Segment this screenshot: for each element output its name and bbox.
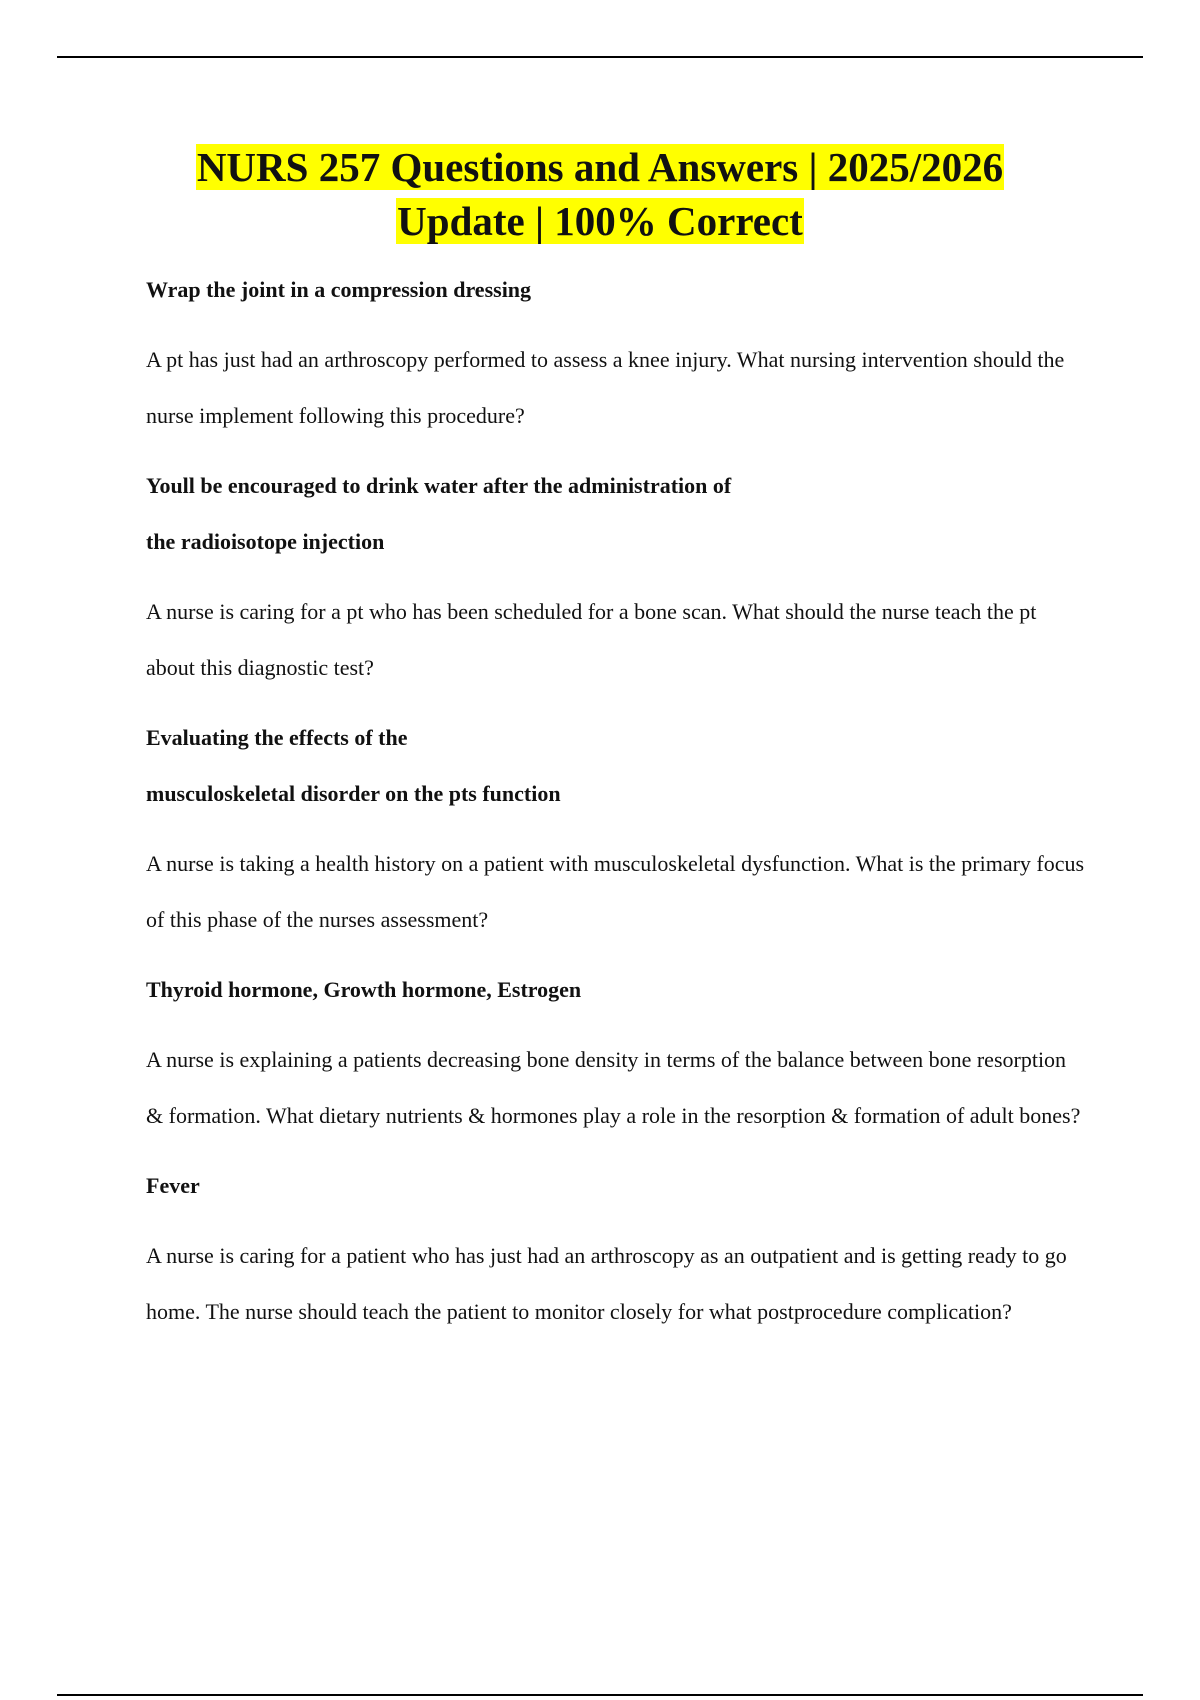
question-text: A pt has just had an arthroscopy performed to assess a knee injury. What nursing intervention should the nurse implement following this procedure? — [146, 347, 1065, 428]
title-line-1 — [100, 140, 1100, 194]
answer-text: Evaluating the effects of the musculoskeletal disorder on the pts function — [146, 725, 561, 806]
question-text: A nurse is explaining a patients decreasing bone density in terms of the balance between bone resorption & formation. What dietary nutrients & hormones play a role in the resorption & formation of adult bones? — [146, 1047, 1081, 1128]
answer-text: Thyroid hormone, Growth hormone, Estrogen — [146, 977, 582, 1002]
title-line-2 — [100, 194, 1100, 248]
qa-item — [146, 1158, 1086, 1340]
qa-item — [146, 710, 1086, 948]
question-text: A nurse is caring for a patient who has just had an arthroscopy as an outpatient and is getting ready to go home. The nurse should teach the patient to monitor closely for what postprocedure complication? — [146, 1243, 1067, 1324]
qa-item — [146, 962, 1086, 1144]
answer-text: Youll be encouraged to drink water after the administration of the radioisotope injection — [146, 473, 732, 554]
answer-text: Wrap the joint in a compression dressing — [146, 277, 532, 302]
question-text: A nurse is caring for a pt who has been scheduled for a bone scan. What should the nurse teach the pt about this diagnostic test? — [146, 599, 1037, 680]
question-text: A nurse is taking a health history on a patient with musculoskeletal dysfunction. What is the primary focus of this phase of the nurses assessment? — [146, 851, 1085, 932]
qa-item — [146, 458, 1086, 696]
title-highlight-2: Update | 100% Correct — [397, 198, 803, 244]
bottom-rule — [57, 1694, 1143, 1696]
qa-item — [146, 262, 1086, 444]
answer-text: Fever — [146, 1173, 200, 1198]
top-rule — [57, 56, 1143, 58]
title-highlight-1: NURS 257 Questions and Answers | 2025/2026 — [196, 144, 1004, 190]
document-title — [100, 140, 1100, 248]
qa-list — [146, 262, 1086, 1354]
